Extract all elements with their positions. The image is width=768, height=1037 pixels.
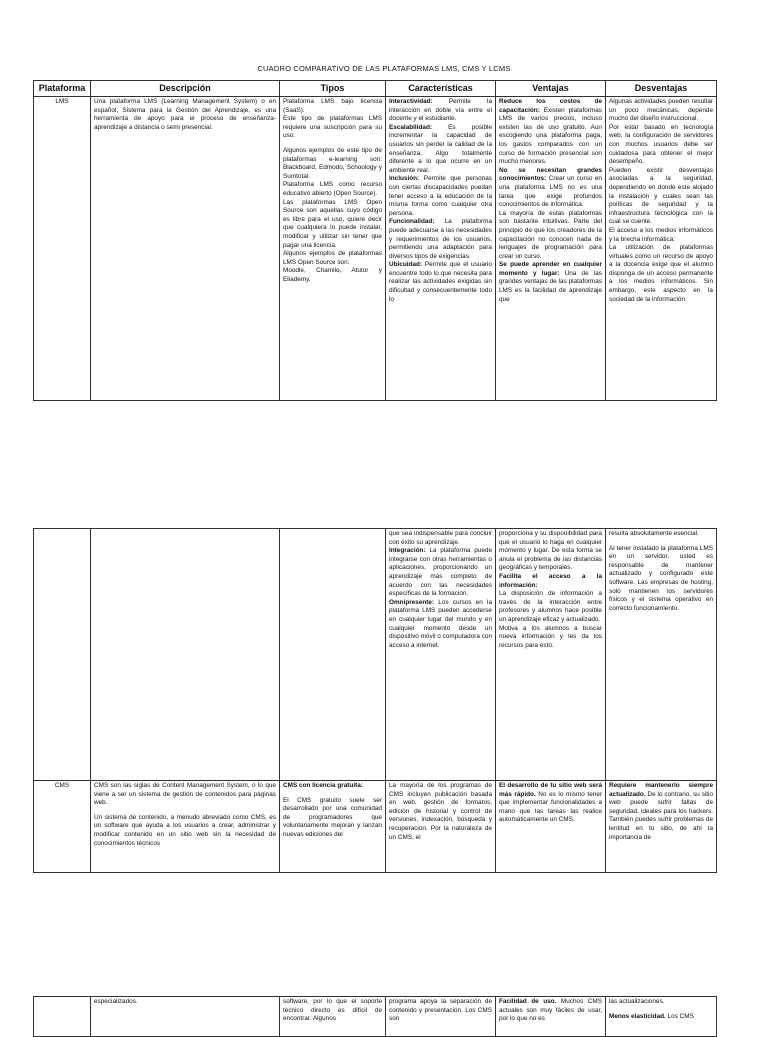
desventaja-text: De lo contrario, su sitio web puede sufrir fallas de seguridad, ideales para los hackers. También puedes sufrir problemas de lentitud en tu sitio, de ahí la importancia de: [609, 790, 713, 841]
caracteristica-text: Los cursos en la plataforma LMS pueden accederse en cualquier lugar del mundo y en cualquier momento desde un dispositivo móvil o computadora con acceso a internet.: [389, 598, 492, 649]
cell-tipos-empty: [280, 529, 386, 781]
table-row-lms: [34, 97, 717, 401]
table-row-lms-continued: [34, 529, 717, 781]
ventaja-title: Reduce los costos de capacitación:: [499, 98, 602, 114]
header-desventajas: Desventajas: [606, 81, 717, 97]
tipos-paragraph: Moodle, Chamilo, Atutor y Eliademy.: [283, 267, 382, 283]
cell-ventajas-cms: [496, 781, 606, 873]
tipos-paragraph: Algunos ejemplos de este tipo de plataformas e-learning son: Blackboard, Edmodo, Schoology y Sumtotal.: [283, 146, 382, 180]
cell-plataforma-empty: [34, 529, 91, 781]
header-ventajas: Ventajas: [496, 81, 606, 97]
cell-plataforma-cms: CMS: [34, 781, 91, 873]
cell-ventajas-lms: [496, 97, 606, 401]
table-header-row: [34, 81, 717, 97]
desventaja-text: Los CMS: [665, 1012, 694, 1020]
cell-desventajas-lms: [606, 97, 717, 401]
cell-caracteristicas-cms: La mayoría de los programas de CMS incluyen publicación basada en web, gestión de formatos, edición de historial y control de versiones, indexación, búsqueda y recuperación. Por la naturaleza de un CMS, el: [386, 781, 496, 873]
ventaja-item: [499, 98, 602, 167]
ventaja-title: Se puede aprender en cualquier momento y lugar:: [499, 261, 602, 277]
caracteristica-item: [389, 124, 492, 176]
ventaja-text: No es lo mismo tener que implementar funcionalidades a mano que las tareas las realice automáticamente un CMS.: [499, 790, 602, 824]
ventaja-item: [499, 625, 602, 651]
desventaja-item: Al tener instalado la plataforma LMS en un servidor, usted es responsable de mantener actualizado y configurado este software. Las empresas de hosting, solo mantienen los servidores físicos y el sistema operativo en correcto funcionamiento.: [609, 544, 713, 612]
caracteristica-item: [389, 599, 492, 651]
caracteristica-item: [389, 261, 492, 304]
caracteristica-text: Permite que el usuario encuentre todo lo que necesita para realizar las actividades exigidas sin dificultad y consecuentemente todo lo: [389, 261, 492, 303]
cell-desventajas-lms-cont: [606, 529, 717, 781]
caracteristica-item: [389, 218, 492, 261]
desventaja-item: resulta absolutamente esencial.: [609, 530, 699, 537]
tipos-paragraph: El CMS gratuito suele ser desarrollado por una comunidad de programadores que voluntariamente mejoran y lanzan nuevas ediciones del: [283, 796, 382, 838]
ventaja-title: Facilita el acceso a la información:: [499, 572, 602, 589]
desventaja-item: El acceso a los medios informáticos y la brecha informática:: [609, 226, 713, 243]
desventaja-item: Por estar basado en tecnología web, la configuración de servidores con muchos usuarios debe ser cuidadosa para obtener el mejor desempeño.: [609, 123, 713, 166]
descripcion-paragraph: CMS son las siglas de Content Management System, o lo que viene a ser un sistema de gestión de contenidos para páginas web.: [94, 782, 276, 807]
ventaja-text: Una de las grandes ventajas de las plataformas LMS es la facilidad de aprendizaje que: [499, 269, 602, 303]
cell-caracteristicas-cms-cont: programa apoya la separación de contenido y presentación. Los CMS son: [386, 997, 496, 1037]
caracteristica-text: La plataforma puede integrarse con otras herramientas o aplicaciones, proporcionando un aprendizaje más completo de acuerdo con las necesidades específicas de la formación.: [389, 547, 492, 598]
ventaja-text: La mayoría de estas plataformas son bastante intuitivas. Parte del principio de que los creadores de la capacitación no conocen nada de lenguajes de programación para crear un curso.: [499, 209, 602, 260]
cell-descripcion-lms: Una plataforma LMS (Learning Management System) o en español, Sistema para la Gestión del Aprendizaje, es una herramienta de apoyo para el proceso de enseñanza-aprendizaje a distancia o semi presencial.: [91, 97, 280, 401]
ventaja-text: Motiva a los alumnos a buscar nueva información y les da los recursos para esto.: [499, 624, 602, 649]
caracteristica-title: Ubicuidad:: [389, 261, 423, 269]
cell-tipos-cms: [280, 781, 386, 873]
ventaja-item: [499, 261, 602, 304]
header-tipos: Tipos: [280, 81, 386, 97]
cell-desventajas-cms: [606, 781, 717, 873]
desventaja-title: Menos elasticidad.: [609, 1012, 666, 1020]
tipos-paragraph: Algunos ejemplos de plataformas LMS Open Source son:: [283, 250, 382, 266]
ventaja-item: [499, 530, 602, 573]
comparison-table-page-2: [33, 528, 717, 873]
caracteristica-text: que sea indispensable para concluir con éxito su aprendizaje.: [389, 530, 492, 546]
header-caracteristicas: Características: [386, 81, 496, 97]
cell-descripcion-cms-cont: especializados.: [91, 997, 280, 1037]
tipos-paragraph: Plataforma LMS bajo licencia (SaaS).: [283, 98, 382, 114]
ventaja-item: [499, 210, 602, 262]
desventaja-item: [609, 1013, 713, 1022]
cell-descripcion-empty: [91, 529, 280, 781]
cell-caracteristicas-lms: [386, 97, 496, 401]
ventaja-text: Existen plataformas LMS de varios precios, incluso existen las de uso gratuito. Aun escogiendo una plataforma paga, los gastos comparados con un curso de formación presencial son mucho menores.: [499, 106, 602, 166]
header-plataforma: Plataforma: [34, 81, 91, 97]
document-title: CUADRO COMPARATIVO DE LAS PLATAFORMAS LMS, CMS Y LCMS: [257, 64, 511, 73]
table-row-cms-continued: [34, 997, 717, 1037]
cell-tipos-cms-cont: software, por lo que el soporte técnico directo es difícil de encontrar. Algunos: [280, 997, 386, 1037]
descripcion-paragraph: Un sistema de contenido, a menudo abreviado como CMS, es un software que ayuda a los usuarios a crear, administrar y modificar contenido en un sitio web sin la necesidad de conocimientos técnicos: [94, 813, 276, 847]
caracteristica-title: Integración:: [389, 547, 426, 555]
tipos-title: [283, 782, 382, 791]
caracteristica-item: [389, 530, 492, 547]
cell-plataforma-lms: LMS: [34, 97, 91, 401]
cell-plataforma-empty: [34, 997, 91, 1037]
caracteristica-text: Es posible incrementar la capacidad de usuarios sin perder la calidad de la enseñanza. Algo totalmente diferente a lo que ocurre en un ambiente real.: [389, 123, 492, 174]
ventaja-text: Muchos CMS actuales son muy fáciles de usar, por lo que no es: [499, 998, 602, 1023]
ventaja-text: La disposición de información a través de la interacción entre profesores y alumnos hace posible un aprendizaje eficaz y actualizado.: [499, 590, 602, 623]
caracteristica-title: Omnipresente:: [389, 598, 435, 606]
caracteristica-title: Funcionalidad:: [389, 218, 435, 226]
header-descripcion: Descripción: [91, 81, 280, 97]
cell-tipos-lms: [280, 97, 386, 401]
ventaja-item: [499, 167, 602, 210]
caracteristica-text: Permite que personas con ciertas discapacidades puedan tener acceso a la educación de la misma forma como cualquier otra persona.: [389, 175, 492, 217]
desventaja-item: Pueden existir desventajas asociadas a la seguridad, dependiendo en donde este alojado la instalación y cuales sean las políticas de seguridad y la infraestructura tecnológica con la cual se cuente.: [609, 166, 713, 226]
tipos-title-text: CMS con licencia gratuita:: [283, 782, 363, 789]
caracteristica-text: Permite la interacción en doble vía entre el docente y el estudiante.: [389, 98, 492, 123]
cell-ventajas-cms-cont: [496, 997, 606, 1037]
caracteristica-title: Escalabilidad:: [389, 123, 432, 131]
cell-descripcion-cms: [91, 781, 280, 873]
ventaja-text: proporciona y su disponibilidad para que el usuario lo haga en cualquier momento y lugar. De esta forma se anula el problema de las distancias geográficas y temporales.: [499, 530, 602, 572]
cell-ventajas-lms-cont: [496, 529, 606, 781]
comparison-table-page-1: [33, 80, 717, 401]
desventaja-item: Algunas actividades pueden resultar un poco mecánicas, depende mucho del diseño instruccional.: [609, 98, 713, 123]
cell-caracteristicas-lms-cont: [386, 529, 496, 781]
table-row-cms: [34, 781, 717, 873]
desventaja-item: La utilización de plataformas virtuales como un recurso de apoyo a la docencia exige que el alumno disponga de un acceso permanente a los medios informáticos. Sin embargo, este aspecto en la sociedad de la información: [609, 244, 713, 303]
ventaja-item: [499, 590, 602, 624]
desventaja-item: las actualizaciones.: [609, 998, 665, 1005]
caracteristica-item: [389, 547, 492, 599]
comparison-table-page-3: [33, 996, 717, 1037]
ventaja-text: Crear un curso en una plataforma LMS no es una tarea que exige profundos conocimientos de informática.: [499, 175, 602, 209]
tipos-paragraph: Este tipo de plataformas LMS requiere una suscripción para su uso:: [283, 115, 382, 140]
caracteristica-item: [389, 175, 492, 218]
caracteristica-title: Interactividad:: [389, 98, 433, 105]
tipos-paragraph: Plataforma LMS como recurso educativo abierto (Open Source).: [283, 181, 382, 197]
caracteristica-text: La plataforma puede adecuarse a las necesidades y requerimientos de los usuarios, permitiendo una adaptación para diversos tipos de exigencias.: [389, 218, 492, 260]
cell-desventajas-cms-cont: [606, 997, 717, 1037]
ventaja-title: No se necesitan grandes conocimientos:: [499, 166, 602, 183]
desventaja-title: Requiere mantenerlo siempre actualizado.: [609, 782, 713, 798]
caracteristica-title: Inclusión:: [389, 175, 420, 183]
tipos-paragraph: Las plataformas LMS Open Source son aquellas cuyo código es libre para el uso, quiere decir que cualquiera lo puede instalar, modificar y utilizar sin tener que pagar una licencia.: [283, 198, 382, 249]
caracteristica-item: [389, 98, 492, 124]
ventaja-title: Facilidad de uso.: [499, 998, 557, 1005]
ventaja-title: El desarrollo de tu sitio web será más rápido.: [499, 782, 602, 798]
ventaja-item: [499, 573, 602, 590]
